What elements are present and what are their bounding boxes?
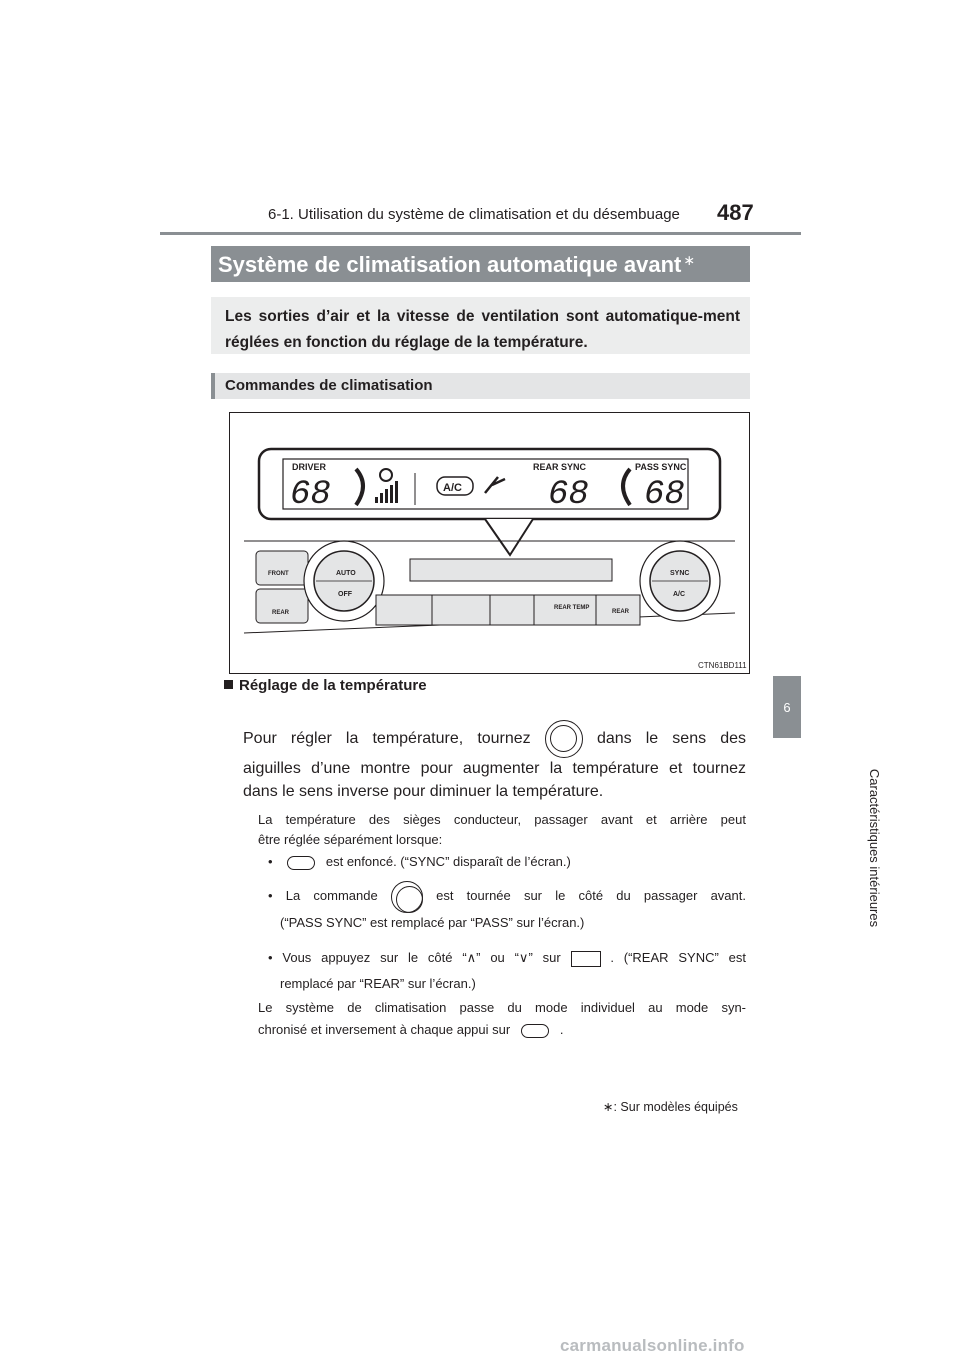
chapter-tab — [773, 676, 801, 738]
header-rule — [160, 232, 801, 235]
watermark: carmanualsonline.info — [560, 1336, 745, 1355]
driver-label: DRIVER — [292, 462, 327, 472]
bullet-heading — [224, 677, 427, 694]
bullet-heading-text: Réglage de la température — [239, 677, 427, 694]
list-item-2-line1 — [268, 880, 746, 912]
list-item-3-line2: remplacé par “REAR” sur l’écran.) — [280, 976, 476, 991]
list-bullet: • — [268, 888, 273, 903]
list-item-3-text-b: . (“REAR SYNC” est — [610, 950, 746, 965]
auto-off-knob-icon — [545, 720, 583, 758]
para1-line1 — [243, 720, 746, 756]
bullet-square-icon — [224, 680, 233, 689]
front-defog-label: FRONT — [268, 571, 289, 577]
small1-line2: être réglée séparément lorsque: — [258, 832, 443, 847]
chapter-side-label: Caractéristiques intérieures — [867, 768, 882, 928]
rear-temp-button-icon — [571, 951, 601, 967]
page-number: 487 — [717, 200, 754, 225]
ac-knob-label: A/C — [673, 591, 686, 598]
figure-code: CTN61BD111 — [698, 661, 747, 670]
panel-screen — [410, 559, 612, 581]
list-item-3-text-a: Vous appuyez sur le côté “∧” ou “∨” sur — [282, 950, 561, 965]
sync-label: SYNC — [670, 570, 690, 577]
sync-ac-knob-icon — [391, 881, 423, 913]
para1-text-a: Pour régler la température, tournez — [243, 730, 531, 748]
rear-button-label: REAR — [612, 609, 630, 615]
subsection-title: Commandes de climatisation — [225, 377, 433, 394]
section-title-mark: ∗ — [683, 252, 696, 268]
ac-indicator-label: A/C — [443, 482, 462, 494]
auto-label: AUTO — [336, 570, 356, 577]
list-bullet: • — [268, 950, 273, 965]
fan-bar — [375, 497, 378, 503]
fan-bar — [380, 493, 383, 503]
mode-button — [490, 595, 534, 625]
rear-sync-label: REAR SYNC — [533, 462, 587, 472]
small2-end: . — [559, 1022, 564, 1037]
list-item-1-text: est enfoncé. (“SYNC” disparaît de l’écran.) — [325, 854, 571, 869]
footnote-mark: ∗ — [603, 1100, 614, 1114]
pass-temp: 68 — [644, 476, 685, 514]
small2-line1: Le système de climatisation passe du mode individuel au mode syn- — [258, 1000, 746, 1015]
sync-button-icon — [521, 1024, 549, 1038]
list-item-3-line1 — [268, 948, 746, 968]
rear-defog-label: REAR — [272, 610, 290, 616]
list-bullet: • — [268, 854, 273, 869]
fan-speed-button — [432, 595, 490, 625]
sync-button-icon — [287, 856, 315, 870]
pass-sync-label: PASS SYNC — [635, 462, 687, 472]
small2-line2 — [258, 1020, 746, 1040]
para1-line3: dans le sens inverse pour diminuer la température. — [243, 783, 604, 800]
list-item-2-line2: (“PASS SYNC” est remplacé par “PASS” sur l’écran.) — [280, 915, 585, 930]
driver-temp: 68 — [290, 476, 331, 514]
footnote-text: : Sur modèles équipés — [613, 1100, 738, 1114]
list-item-2-text-a: La commande — [285, 888, 378, 903]
small1-line1: La température des sièges conducteur, passager avant et arrière peut — [258, 812, 746, 827]
chapter-number: 6 — [783, 699, 791, 715]
rear-temp: 68 — [548, 476, 589, 514]
rear-defog-button — [256, 589, 308, 623]
list-item-1 — [268, 852, 746, 872]
front-defog-button — [256, 551, 308, 585]
climate-control-figure — [229, 412, 750, 674]
para1-text-b: dans le sens des — [596, 730, 747, 748]
section-title — [218, 252, 695, 278]
section-title-text: Système de climatisation automatique avant — [218, 252, 682, 277]
fan-bar — [385, 489, 388, 503]
fan-bar — [390, 485, 393, 503]
fan-bar — [395, 481, 398, 503]
footnote — [603, 1099, 738, 1114]
climate-panel-illustration — [230, 413, 749, 673]
list-item-2-text-b: est tournée sur le côté du passager avant. — [436, 888, 746, 903]
recirculation-button — [376, 595, 432, 625]
intro-text: Les sorties d’air et la vitesse de ventilation sont automatique-ment réglées en fonction du réglage de la température. — [225, 308, 740, 351]
rear-temp-label: REAR TEMP — [554, 605, 590, 611]
callout-pointer — [485, 519, 533, 555]
off-label: OFF — [338, 591, 352, 598]
para1-line2: aiguilles d’une montre pour augmenter la température et tournez — [243, 760, 746, 777]
chapter-title: 6-1. Utilisation du système de climatisation et du désembuage — [268, 206, 680, 223]
small2-text: chronisé et inversement à chaque appui sur — [258, 1022, 511, 1037]
